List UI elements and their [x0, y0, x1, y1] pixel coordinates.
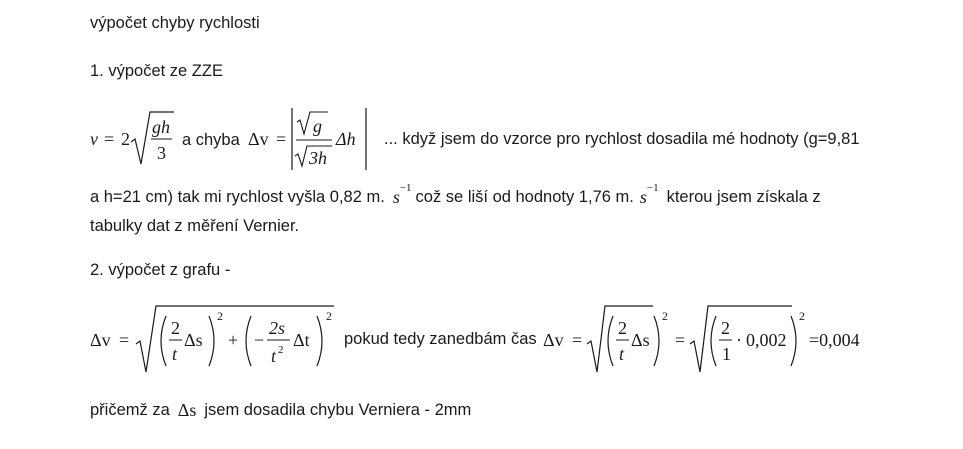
delta-v-symbol-2: Δv [90, 330, 111, 350]
numerator-2s: 2s [269, 318, 286, 338]
result-text-c: kterou jsem získala z [666, 187, 821, 206]
exponent-minus-one-2: −1 [646, 182, 659, 194]
denominator-three: 3 [157, 143, 166, 163]
result-text-line3: tabulky dat z měření Vernier. [90, 217, 300, 235]
paren-right-3 [654, 316, 659, 366]
delta-t: Δt [293, 330, 310, 350]
dot-operator: · [735, 330, 742, 350]
paren-right-2 [317, 316, 322, 366]
coefficient-two: 2 [121, 129, 130, 149]
delta-s-2: Δs [630, 330, 650, 350]
delta-v-symbol-3: Δv [542, 330, 564, 350]
note-delta-s: Δs [177, 399, 197, 420]
delta-v-symbol: Δv [248, 129, 269, 149]
equals-sign-3: = [119, 330, 130, 350]
unit-s-2: s [639, 186, 647, 207]
exponent-two-4: 2 [798, 309, 805, 323]
result-text-b: což se liší od hodnoty 1,76 m. [415, 187, 634, 206]
equation-zze [88, 106, 860, 172]
equals-sign-2: = [276, 129, 287, 149]
paren-left-1 [161, 316, 166, 366]
minus-sign: − [254, 330, 265, 350]
formula-delta-v-full [88, 302, 340, 376]
exponent-two-t: 2 [278, 344, 284, 356]
note-text-b: jsem dosadila chybu Verniera - 2mm [204, 400, 472, 419]
denominator-t-2: t [618, 344, 624, 364]
plus-sign: + [228, 330, 239, 350]
numerator-two-2: 2 [617, 318, 627, 338]
denominator-one: 1 [721, 344, 731, 364]
exponent-minus-one-1: −1 [399, 182, 412, 194]
note-line [90, 396, 471, 424]
value-0002: 0,002 [745, 330, 787, 350]
exponent-two-1: 2 [217, 309, 223, 323]
numerator-two: 2 [171, 318, 180, 338]
unit-s-1: s [392, 186, 400, 207]
exponent-two-3: 2 [661, 309, 668, 323]
formula-v-and-delta-v [88, 106, 378, 172]
numerator-two-3: 2 [720, 318, 730, 338]
three-h: 3h [309, 148, 327, 168]
formula-simplified [541, 302, 887, 376]
denominator-t-squared: t [271, 346, 277, 366]
result-value: =0,004 [808, 330, 860, 350]
paren-right-4 [791, 316, 796, 366]
equals-sign-4: = [571, 330, 582, 350]
denominator-t: t [172, 344, 178, 364]
g-symbol: g [313, 116, 322, 136]
delta-h: Δh [336, 129, 356, 149]
paren-left-4 [711, 316, 716, 366]
neglect-time-text: pokud tedy zanedbám čas [344, 329, 537, 348]
exponent-two-2: 2 [326, 309, 332, 323]
section2-title: 2. výpočet z grafu - [90, 261, 231, 279]
result-text-a: a h=21 cm) tak mi rychlost vyšla 0,82 m. [90, 187, 385, 206]
numerator-gh: gh [152, 117, 170, 137]
note-text-a: přičemž za [90, 400, 170, 419]
a-chyba-label: a chyba [182, 131, 240, 149]
delta-s-1: Δs [184, 330, 203, 350]
heading: výpočet chyby rychlosti [90, 14, 260, 32]
equation-explanation: ... když jsem do vzorce pro rychlost dosadila mé hodnoty (g=9,81 [384, 129, 860, 148]
velocity-result-line [90, 182, 821, 212]
equals-sign-5: = [674, 330, 685, 350]
equation-graph [88, 302, 887, 376]
section1-title: 1. výpočet ze ZZE [90, 62, 223, 80]
paren-right-1 [209, 316, 214, 366]
paren-left-3 [608, 316, 613, 366]
symbol-v: v [90, 129, 98, 149]
paren-left-2 [246, 316, 251, 366]
equals-sign: = [104, 129, 115, 149]
